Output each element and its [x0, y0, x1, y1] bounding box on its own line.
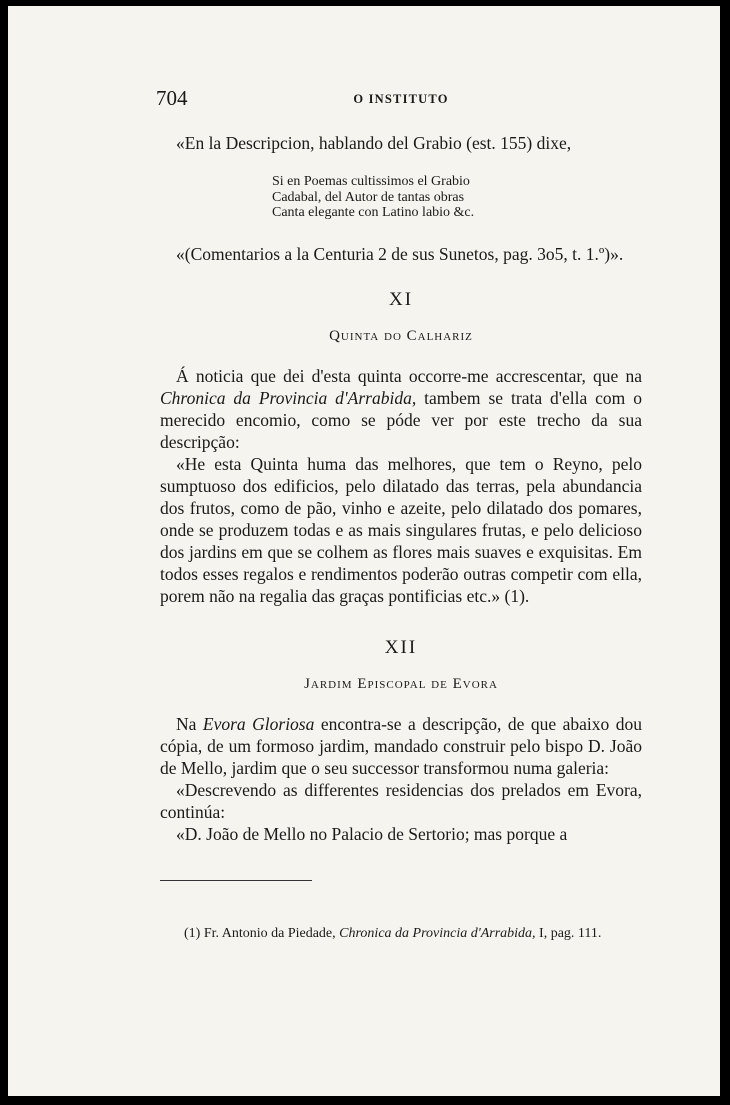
- section-numeral-xi: XI: [388, 288, 414, 310]
- running-title: O INSTITUTO: [353, 92, 449, 106]
- book-page: [8, 6, 720, 1096]
- section-title-xi: Quinta do Calhariz: [329, 327, 473, 344]
- footnote-divider: [160, 880, 312, 881]
- citation: «(Comentarios a la Centuria 2 de sus Sunetos, pag. 3o5, t. 1.º)».: [176, 243, 624, 264]
- verse-line: Canta elegante con Latino labio &c.: [272, 205, 475, 220]
- verse-line: Si en Poemas cultissimos el Grabio: [272, 174, 470, 189]
- italic-title: Chronica da Provincia d'Arrabida,: [160, 387, 417, 408]
- paragraph: «Descrevendo as differentes residencias dos prelados em Evora, continúa:: [160, 779, 642, 822]
- section-title-xii: Jardim Episcopal de Evora: [304, 675, 498, 692]
- footnote-italic-title: Chronica da Provincia d'Arrabida,: [339, 926, 536, 941]
- paragraph: Á noticia que dei d'esta quinta occorre-me accrescentar, que na Chronica da Provincia d'Arrabida, tambem se trata d'ella com o merecido encomio, como se póde ver por este trecho da sua descripção:: [160, 365, 642, 452]
- paragraph: Na Evora Gloriosa encontra-se a descripção, de que abaixo dou cópia, de um formoso jardim, mandado construir pelo bispo D. João de Mello, jardim que o seu successor transformou numa galeria:: [160, 713, 643, 778]
- footnote: (1) Fr. Antonio da Piedade, Chronica da Provincia d'Arrabida, I, pag. 111.: [184, 926, 602, 941]
- page-number: 704: [156, 86, 188, 110]
- quote-intro: «En la Descripcion, hablando del Grabio (est. 155) dixe,: [176, 133, 572, 153]
- verse-line: Cadabal, del Autor de tantas obras: [272, 189, 465, 205]
- verse-block: [272, 174, 642, 221]
- page-header: [156, 86, 646, 116]
- paragraph: «D. João de Mello no Palacio de Sertorio; mas porque a: [176, 823, 568, 844]
- italic-title: Evora Gloriosa: [202, 713, 315, 734]
- paragraph: «He esta Quinta huma das melhores, que tem o Reyno, pelo sumptuoso dos edificios, pelo dilatado das terras, pela abundancia dos frutos, como de pão, vinho e azeite, pelo dilatado dos pomares, onde se produzem todas e as mais singulares frutas, e pelo delicioso dos jardins em que se colhem as flores mais suaves e exquisitas. Em todos esses regalos e rendimentos poderão outras competir com ella, porem não na regalia das graças pontificias etc.» (1).: [160, 453, 642, 606]
- page-body: [160, 132, 642, 845]
- section-numeral-xii: XII: [384, 636, 418, 658]
